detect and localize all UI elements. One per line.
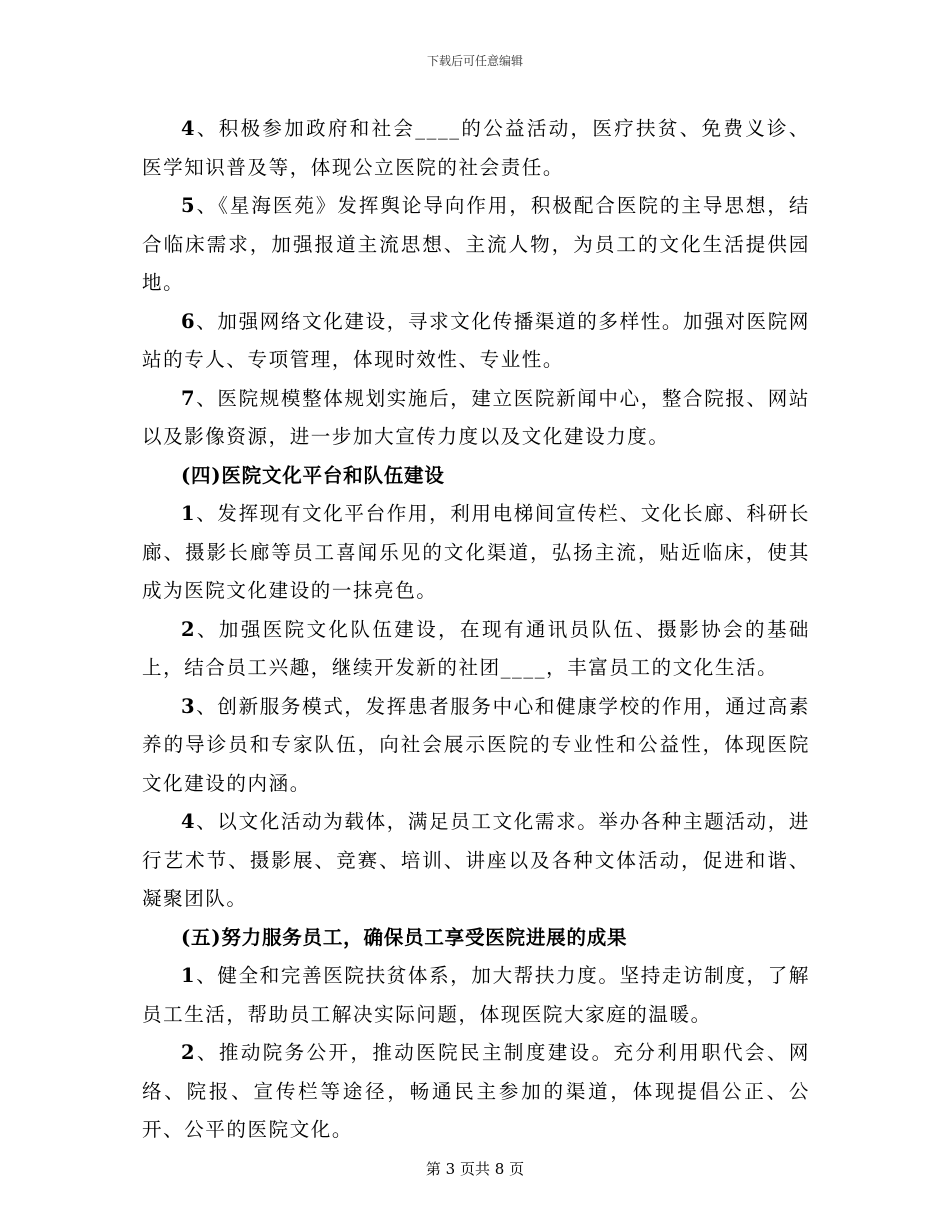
paragraph-item-4a xyxy=(142,110,810,187)
paragraph-text: 、加强网络文化建设，寻求文化传播渠道的多样性。加强对医院网站的专人、专项管理，体现时效性、专业性。 xyxy=(142,309,810,371)
item-number: 7 xyxy=(181,386,197,410)
paragraph-text: 、发挥现有文化平台作用，利用电梯间宣传栏、文化长廊、科研长廊、摄影长廊等员工喜闻乐见的文化渠道，弘扬主流，贴近临床，使其成为医院文化建设的一抹亮色。 xyxy=(142,502,810,602)
paragraph-item-1a xyxy=(142,495,810,611)
paragraph-item-2a xyxy=(142,611,810,688)
paragraph-text: 、医院规模整体规划实施后，建立医院新闻中心，整合院报、网站以及影像资源，进一步加大宣传力度以及文化建设力度。 xyxy=(142,386,810,448)
section-heading-5: (五)努力服务员工，确保员工享受医院进展的成果 xyxy=(181,925,628,949)
item-number: 1 xyxy=(181,964,197,987)
paragraph-item-2b xyxy=(142,1034,810,1150)
item-number: 2 xyxy=(181,1041,197,1064)
item-number: 5 xyxy=(181,194,197,217)
item-number: 4 xyxy=(181,117,197,140)
paragraph-item-4b xyxy=(142,803,810,919)
paragraph-text: 、创新服务模式，发挥患者服务中心和健康学校的作用，通过高素养的导诊员和专家队伍，向社会展示医院的专业性和公益性，体现医院文化建设的内涵。 xyxy=(142,694,810,795)
item-number: 1 xyxy=(181,502,197,525)
section-heading-4: (四)医院文化平台和队伍建设 xyxy=(181,463,445,487)
paragraph-text: 、《星海医苑》发挥舆论导向作用，积极配合医院的主导思想，结合临床需求，加强报道主流思想、主流人物，为员工的文化生活提供园地。 xyxy=(142,194,810,294)
item-number: 2 xyxy=(181,617,197,641)
item-number: 6 xyxy=(181,309,197,333)
paragraph-item-6 xyxy=(142,303,810,380)
paragraph-item-5 xyxy=(142,187,810,303)
paragraph-item-7 xyxy=(142,380,810,457)
paragraph-text: 、积极参加政府和社会____的公益活动，医疗扶贫、免费义诊、医学知识普及等，体现公立医院的社会责任。 xyxy=(142,117,810,179)
paragraph-text: 、健全和完善医院扶贫体系，加大帮扶力度。坚持走访制度，了解员工生活，帮助员工解决实际问题，体现医院大家庭的温暖。 xyxy=(142,964,810,1026)
paragraph-text: 、加强医院文化队伍建设，在现有通讯员队伍、摄影协会的基础上，结合员工兴趣，继续开发新的社团____，丰富员工的文化生活。 xyxy=(142,617,810,679)
paragraph-text: 、以文化活动为载体，满足员工文化需求。举办各种主题活动，进行艺术节、摄影展、竞赛、培训、讲座以及各种文体活动，促进和谐、凝聚团队。 xyxy=(142,810,810,910)
page-header: 下载后可任意编辑 xyxy=(426,54,523,68)
paragraph-item-3 xyxy=(142,688,810,804)
paragraph-item-1b xyxy=(142,957,810,1034)
document-body xyxy=(142,110,810,1150)
item-number: 4 xyxy=(181,810,197,833)
item-number: 3 xyxy=(181,694,197,718)
page-footer: 第 3 页共 8 页 xyxy=(425,1160,525,1178)
paragraph-text: 、推动院务公开，推动医院民主制度建设。充分利用职代会、网络、院报、宣传栏等途径，畅通民主参加的渠道，体现提倡公正、公开、公平的医院文化。 xyxy=(142,1041,810,1141)
